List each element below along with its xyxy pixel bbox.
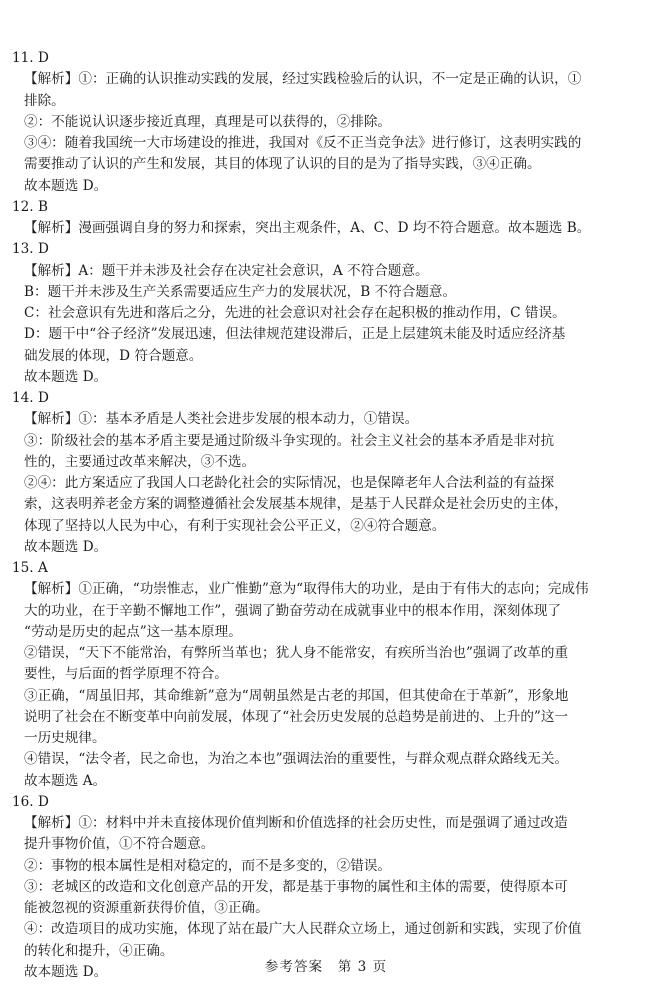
explanation-line: 【解析】①：正确的认识推动实践的发展，经过实践检验后的认识，不一定是正确的认识，① [24,71,582,88]
explanation-line: ③正确，“周虽旧邦，其命维新”意为“周朝虽然是古老的邦国，但其使命在于革新”，形象地 [24,687,569,704]
question-block [12,48,628,197]
explanation-line: ②：不能说认识逐步接近真理，真理是可以获得的，②排除。 [24,113,392,130]
explanation-line: ②：事物的根本属性是相对稳定的，而不是多变的，②错误。 [24,857,392,874]
explanation-line: 故本题选 D。 [24,963,108,980]
explanation-line: ②④：此方案适应了我国人口老龄化社会的实际情况，也是保障老年人合法利益的有益探 [24,475,555,491]
explanation-line: B：题干并未涉及生产关系需要适应生产力的发展状况，B 不符合题意。 [24,283,457,300]
explanation-line: 故本题选 D。 [24,177,108,194]
explanation-line: ②错误，“天下不能常治，有弊所当革也；犹人身不能常安，有疾所当治也”强调了改革的重 [24,645,569,661]
explanation-line: 【解析】①：材料中并未直接体现价值判断和价值选择的社会历史性，而是强调了通过改造 [24,815,568,831]
question-number: 15. A [12,560,48,576]
explanation-line: ④：改造项目的成功实施，体现了站在最广大人民群众立场上，通过创新和实践，实现了价值 [24,921,582,938]
explanation-line: 性的，主要通过改革来解决，③不选。 [24,453,256,470]
explanation-line: 体现了坚持以人民为中心，有利于实现社会公平正义，②④符合题意。 [24,517,446,534]
question-number: 13. D [12,241,49,258]
explanation-line: 要性，与后面的哲学原理不符合。 [24,666,228,683]
explanation-line: ③④：随着我国统一大市场建设的推进，我国对《反不正当竞争法》进行修订，这表明实践的 [24,135,582,151]
question-number: 16. D [12,793,49,810]
explanation-line: 大的功业，在于辛勤不懈地工作”，强调了勤奋劳动在成就事业中的根本作用，深刻体现了 [24,602,562,619]
explanation-line: ④错误，“法令者，民之命也，为治之本也”强调法治的重要性，与群众观点群众路线无关。 [24,751,569,768]
explanation-line: C：社会意识有先进和落后之分，先进的社会意识对社会存在起积极的推动作用，C 错误。 [24,305,566,321]
explanation-line: 故本题选 D。 [24,368,108,385]
question-block [12,197,628,240]
explanation-line: 【解析】A：题干并未涉及社会存在决定社会意识，A 不符合题意。 [24,262,429,279]
explanation-line: 故本题选 D。 [24,538,108,555]
question-number: 12. B [12,198,48,215]
question-block [12,388,628,558]
explanation-line: D：题干中“谷子经济”发展迅速，但法律规范建设滞后，正是上层建筑未能及时适应经济基 [24,326,566,343]
explanation-line: 说明了社会在不断变革中向前发展，体现了“社会历史发展的总趋势是前进的、上升的”这一 [24,708,569,725]
explanation-line: 提升事物价值，①不符合题意。 [24,836,215,853]
explanation-line: 【解析】漫画强调自身的努力和探索，突出主观条件，A、C、D 均不符合题意。故本题选 B。 [24,220,591,236]
answer-content [12,48,628,983]
explanation-line: 需要推动了认识的产生和发展，其目的体现了认识的目的是为了指导实践，③④正确。 [24,156,541,173]
question-block [12,558,628,792]
explanation-line: 【解析】①：基本矛盾是人类社会进步发展的根本动力，①错误。 [24,411,419,428]
explanation-line: 的转化和提升，④正确。 [24,942,174,959]
explanation-line: 础发展的体现，D 符合题意。 [24,347,203,364]
page-footer: 参考答案 第 3 页 [264,959,388,975]
question-block [12,792,628,983]
explanation-line: 【解析】①正确，“功崇惟志，业广惟勤”意为“取得伟大的功业，是由于有伟大的志向；完成伟 [24,581,589,598]
explanation-line: ③：阶级社会的基本矛盾主要是通过阶级斗争实现的。社会主义社会的基本矛盾是非对抗 [24,432,555,449]
explanation-line: 排除。 [24,92,65,109]
question-block [12,239,628,388]
explanation-line: 索，这表明养老金方案的调整遵循社会发展基本规律，是基于人民群众是社会历史的主体， [24,496,568,513]
explanation-line: 一历史规律。 [24,730,106,746]
explanation-line: 能被忽视的资源重新获得价值，③正确。 [24,900,269,916]
question-number: 14. D [12,390,49,406]
explanation-line: “劳动是历史的起点”这一基本原理。 [24,623,242,640]
explanation-line: ③：老城区的改造和文化创意产品的开发，都是基于事物的属性和主体的需要，使得原本可 [24,878,568,895]
question-number: 11. D [12,50,49,66]
explanation-line: 故本题选 A。 [24,772,107,789]
